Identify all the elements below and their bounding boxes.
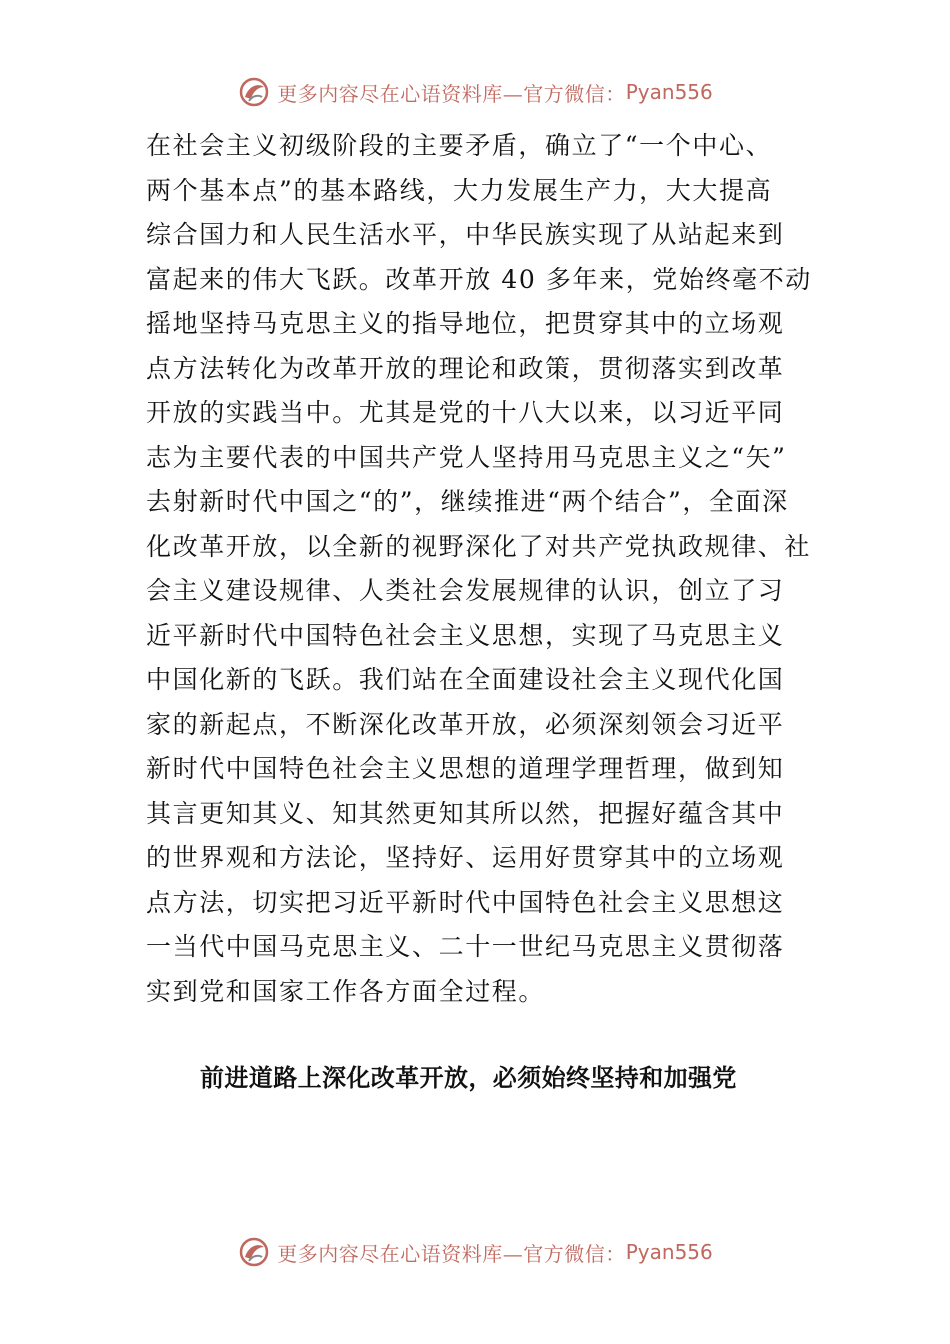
- body-line: 去射新时代中国之“的”，继续推进“两个结合”，全面深: [146, 487, 789, 516]
- body-line: 其言更知其义、知其然更知其所以然，把握好蕴含其中: [146, 798, 785, 828]
- swirl-logo-icon: [237, 75, 271, 109]
- body-line: 综合国力和人民生活水平，中华民族实现了从站起来到: [146, 220, 785, 249]
- body-line: 两个基本点”的基本路线，大力发展生产力，大大提高: [146, 175, 773, 205]
- body-line: 在社会主义初级阶段的主要矛盾，确立了“一个中心、: [146, 131, 773, 160]
- body-line: 近平新时代中国特色社会主义思想，实现了马克思主义: [146, 620, 785, 650]
- body-line: 的世界观和方法论，坚持好、运用好贯穿其中的立场观: [146, 843, 785, 872]
- body-line: 一当代中国马克思主义、二十一世纪马克思主义贯彻落: [146, 932, 785, 961]
- body-line: 点方法转化为改革开放的理论和政策，贯彻落实到改革: [146, 353, 785, 383]
- body-line: 富起来的伟大飞跃。改革开放 40 多年来，党始终毫不动: [146, 264, 812, 294]
- swirl-logo-icon: [237, 1235, 271, 1269]
- body-line: 中国化新的飞跃。我们站在全面建设社会主义现代化国: [146, 665, 785, 694]
- body-line: 家的新起点，不断深化改革开放，必须深刻领会习近平: [146, 709, 785, 739]
- watermark-wechat-id: Pyan556: [625, 1240, 713, 1264]
- body-line: 开放的实践当中。尤其是党的十八大以来，以习近平同: [146, 398, 785, 427]
- body-line: 会主义建设规律、人类社会发展规律的认识，创立了习: [146, 576, 785, 605]
- body-line: 点方法，切实把习近平新时代中国特色社会主义思想这: [146, 887, 785, 917]
- body-paragraph: [146, 124, 826, 1014]
- section-heading: 前进道路上深化改革开放，必须始终坚持和加强党: [200, 1064, 737, 1092]
- footer-watermark: [0, 1232, 950, 1272]
- body-line: 摇地坚持马克思主义的指导地位，把贯穿其中的立场观: [146, 309, 785, 338]
- header-watermark: [0, 72, 950, 112]
- body-line: 新时代中国特色社会主义思想的道理学理哲理，做到知: [146, 754, 785, 783]
- body-line: 化改革开放，以全新的视野深化了对共产党执政规律、社: [146, 531, 812, 561]
- body-line: 志为主要代表的中国共产党人坚持用马克思主义之“矢”: [146, 442, 787, 472]
- body-line: 实到党和国家工作各方面全过程。: [146, 976, 546, 1006]
- watermark-wechat-id: Pyan556: [625, 80, 713, 104]
- watermark-text: 更多内容尽在心语资料库—官方微信：: [277, 1241, 626, 1266]
- watermark-text: 更多内容尽在心语资料库—官方微信：: [277, 81, 626, 106]
